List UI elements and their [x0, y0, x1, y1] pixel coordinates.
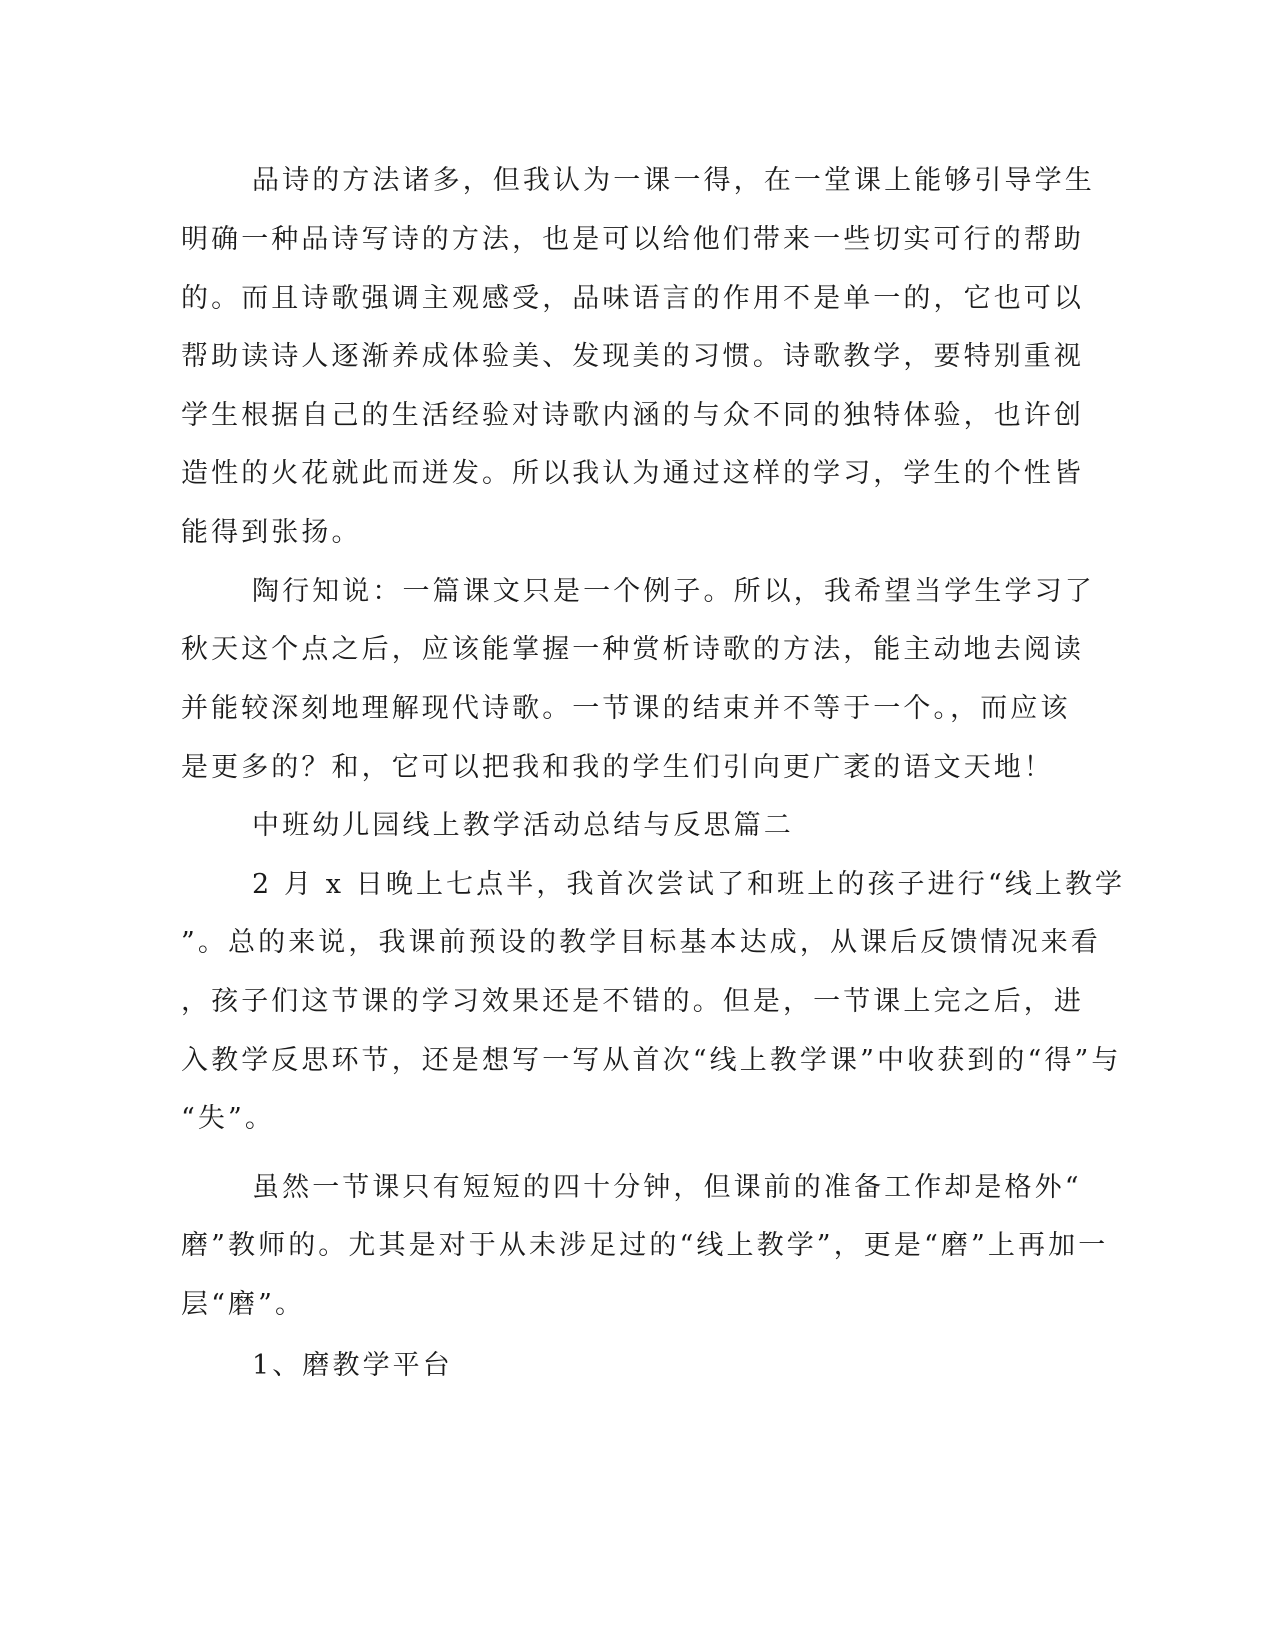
- paragraph-1-line-5: 学生根据自己的生活经验对诗歌内涵的与众不同的独特体验，也许创: [181, 400, 1084, 431]
- paragraph-2-line-2: 秋天这个点之后，应该能掌握一种赏析诗歌的方法，能主动地去阅读: [181, 634, 1084, 665]
- subheading-item-1: 1、磨教学平台: [252, 1350, 453, 1381]
- paragraph-4-line-1: 虽然一节课只有短短的四十分钟，但课前的准备工作却是格外“: [252, 1172, 1082, 1203]
- paragraph-3-line-3: ，孩子们这节课的学习效果还是不错的。但是，一节课上完之后，进: [181, 986, 1084, 1017]
- paragraph-4-line-2: 磨”教师的。尤其是对于从未涉足过的“线上教学”，更是“磨”上再加一: [181, 1230, 1109, 1261]
- paragraph-2-line-4: 是更多的？和，它可以把我和我的学生们引向更广袤的语文天地！: [181, 752, 1054, 783]
- paragraph-1-line-2: 明确一种品诗写诗的方法，也是可以给他们带来一些切实可行的帮助: [181, 224, 1084, 255]
- paragraph-2-line-3: 并能较深刻地理解现代诗歌。一节课的结束并不等于一个。，而应该: [181, 693, 1071, 724]
- paragraph-3-line-1: 2 月 x 日晚上七点半，我首次尝试了和班上的孩子进行“线上教学: [252, 869, 1126, 900]
- paragraph-1-line-7: 能得到张扬。: [181, 517, 362, 548]
- paragraph-1-line-6: 造性的火花就此而迸发。所以我认为通过这样的学习，学生的个性皆: [181, 458, 1084, 489]
- paragraph-3-line-4: 入教学反思环节，还是想写一写从首次“线上教学课”中收获到的“得”与: [181, 1045, 1122, 1076]
- paragraph-1-line-1: 品诗的方法诸多，但我认为一课一得，在一堂课上能够引导学生: [252, 165, 1095, 196]
- section-heading: 中班幼儿园线上教学活动总结与反思篇二: [252, 810, 794, 841]
- paragraph-1-line-3: 的。而且诗歌强调主观感受，品味语言的作用不是单一的，它也可以: [181, 283, 1084, 314]
- paragraph-3-line-5: “失”。: [181, 1103, 276, 1134]
- paragraph-1-line-4: 帮助读诗人逐渐养成体验美、发现美的习惯。诗歌教学，要特别重视: [181, 341, 1084, 372]
- paragraph-2-line-1: 陶行知说：一篇课文只是一个例子。所以，我希望当学生学习了: [252, 576, 1095, 607]
- paragraph-3-line-2: ”。总的来说，我课前预设的教学目标基本达成，从课后反馈情况来看: [181, 927, 1101, 958]
- paragraph-4-line-3: 层“磨”。: [181, 1289, 306, 1320]
